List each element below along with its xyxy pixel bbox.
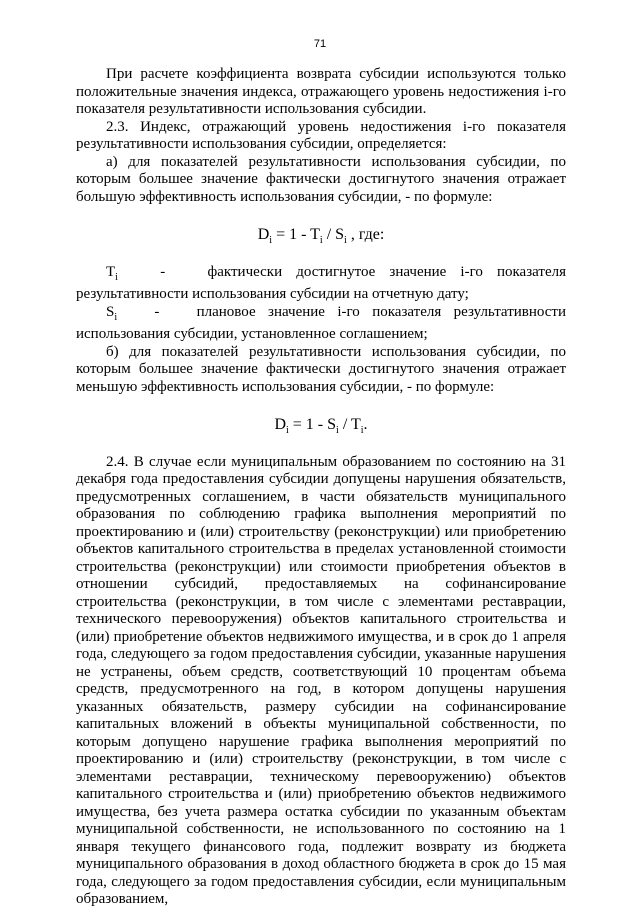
definition-t-dash: - [160, 263, 166, 280]
formula-2 [76, 416, 566, 440]
formula-1-tail: , где: [346, 226, 385, 243]
paragraph-case-b: б) для показателей результативности использования субсидии, по которым большее значение фактически достигнутого значения отражает меньшую эффективность использования субсидии, - по формуле: [76, 343, 566, 395]
formula-1-t-index: i [319, 235, 323, 247]
formula-1-s-index: i [344, 235, 347, 247]
paragraph-coefficient-note: При расчете коэффициента возврата субсидии используются только положительные значения индекса, отражающего уровень недостижения i-го показателя результативности использования субсидии. [76, 66, 566, 117]
definition-t-text-1: фактически достигнутое значение i-го показателя [207, 263, 567, 280]
definition-s-symbol: S [106, 303, 115, 320]
formula-1-slash: / [322, 226, 336, 243]
formula-2-t: T [350, 416, 361, 434]
formula-2-eq: = 1 - [288, 416, 328, 434]
definition-t-index: i [115, 271, 118, 283]
definition-t-symbol: T [106, 263, 116, 280]
definition-t [76, 264, 566, 287]
paragraph-2-4: 2.4. В случае если муниципальным образованием по состоянию на 31 декабря года предоставления субсидии допущены нарушения обязательств, предусмотренных соглашением, в части обязательств муниципального образования по соблюдению графика выполнения мероприятий по проектированию и (или) строительству (реконструкции) или приобретению объектов капитального строительства в пределах установленной стоимости строительства (реконструкции) или стоимости приобретения объектов в отношении субсидий, предоставляемых на софинансирование строительства (реконструкции, в том числе с элементами реставрации, технического перевооружения) объектов капитального строительства и (или) приобретение объектов недвижимого имущества, и в срок до 1 апреля года, следующего за годом предоставления субсидии, указанные нарушения не устранены, объем средств, соответствующий 10 процентам объема средств, предусмотренного на год, в котором допущены нарушения указанных обязательств, размеру субсидии на софинансирование капитальных вложений в объекты муниципальной собственности, по которым допущено нарушение графика выполнения мероприятий по проектированию и (или) строительству (реконструкции, в том числе с элементами реставрации, техническому перевооружению) объектов капитального строительства и (или) приобретению объектов недвижимого имущества, без учета размера остатка субсидии по указанным объектам муниципальной собственности, не использованного по состоянию на 1 января текущего финансового года, подлежит возврату из бюджета муниципального образования в доход областного бюджета в срок до 15 мая года, следующего за годом предоставления субсидии, если муниципальным образованием, [76, 453, 566, 908]
formula-2-s-index: i [336, 425, 339, 437]
paragraph-case-a: а) для показателей результативности использования субсидии, по которым большее значение фактически достигнутого значения отражает большую эффективность использования субсидии, - по формуле: [76, 153, 566, 205]
formula-1-t: T [310, 226, 320, 243]
formula-2-t-index: i [360, 425, 364, 437]
formula-2-d-index: i [286, 425, 289, 437]
formula-1-d: D [257, 226, 270, 243]
definition-s-index: i [114, 311, 118, 323]
page-number: 71 [313, 38, 327, 50]
formula-2-tail: . [363, 416, 368, 434]
formula-2-slash: / [338, 416, 351, 434]
definition-t-continued: результативности использования субсидии на отчетную дату; [76, 286, 469, 303]
definition-s-text-1: плановое значение i-го показателя результативности [196, 303, 567, 320]
formula-1-d-index: i [269, 235, 273, 247]
formula-1-eq: = 1 - [272, 226, 311, 243]
formula-1-s: S [335, 226, 345, 243]
formula-2-s: S [327, 416, 337, 434]
paragraph-2-3: 2.3. Индекс, отражающий уровень недостижения i-го показателя результативности использования субсидии, определяется: [76, 118, 566, 152]
definition-s [76, 304, 566, 327]
formula-2-d: D [274, 416, 286, 434]
definition-s-dash: - [154, 303, 160, 320]
document-body [76, 66, 566, 909]
definition-s-continued: использования субсидии, установленное соглашением; [76, 326, 428, 343]
formula-1 [76, 226, 566, 250]
